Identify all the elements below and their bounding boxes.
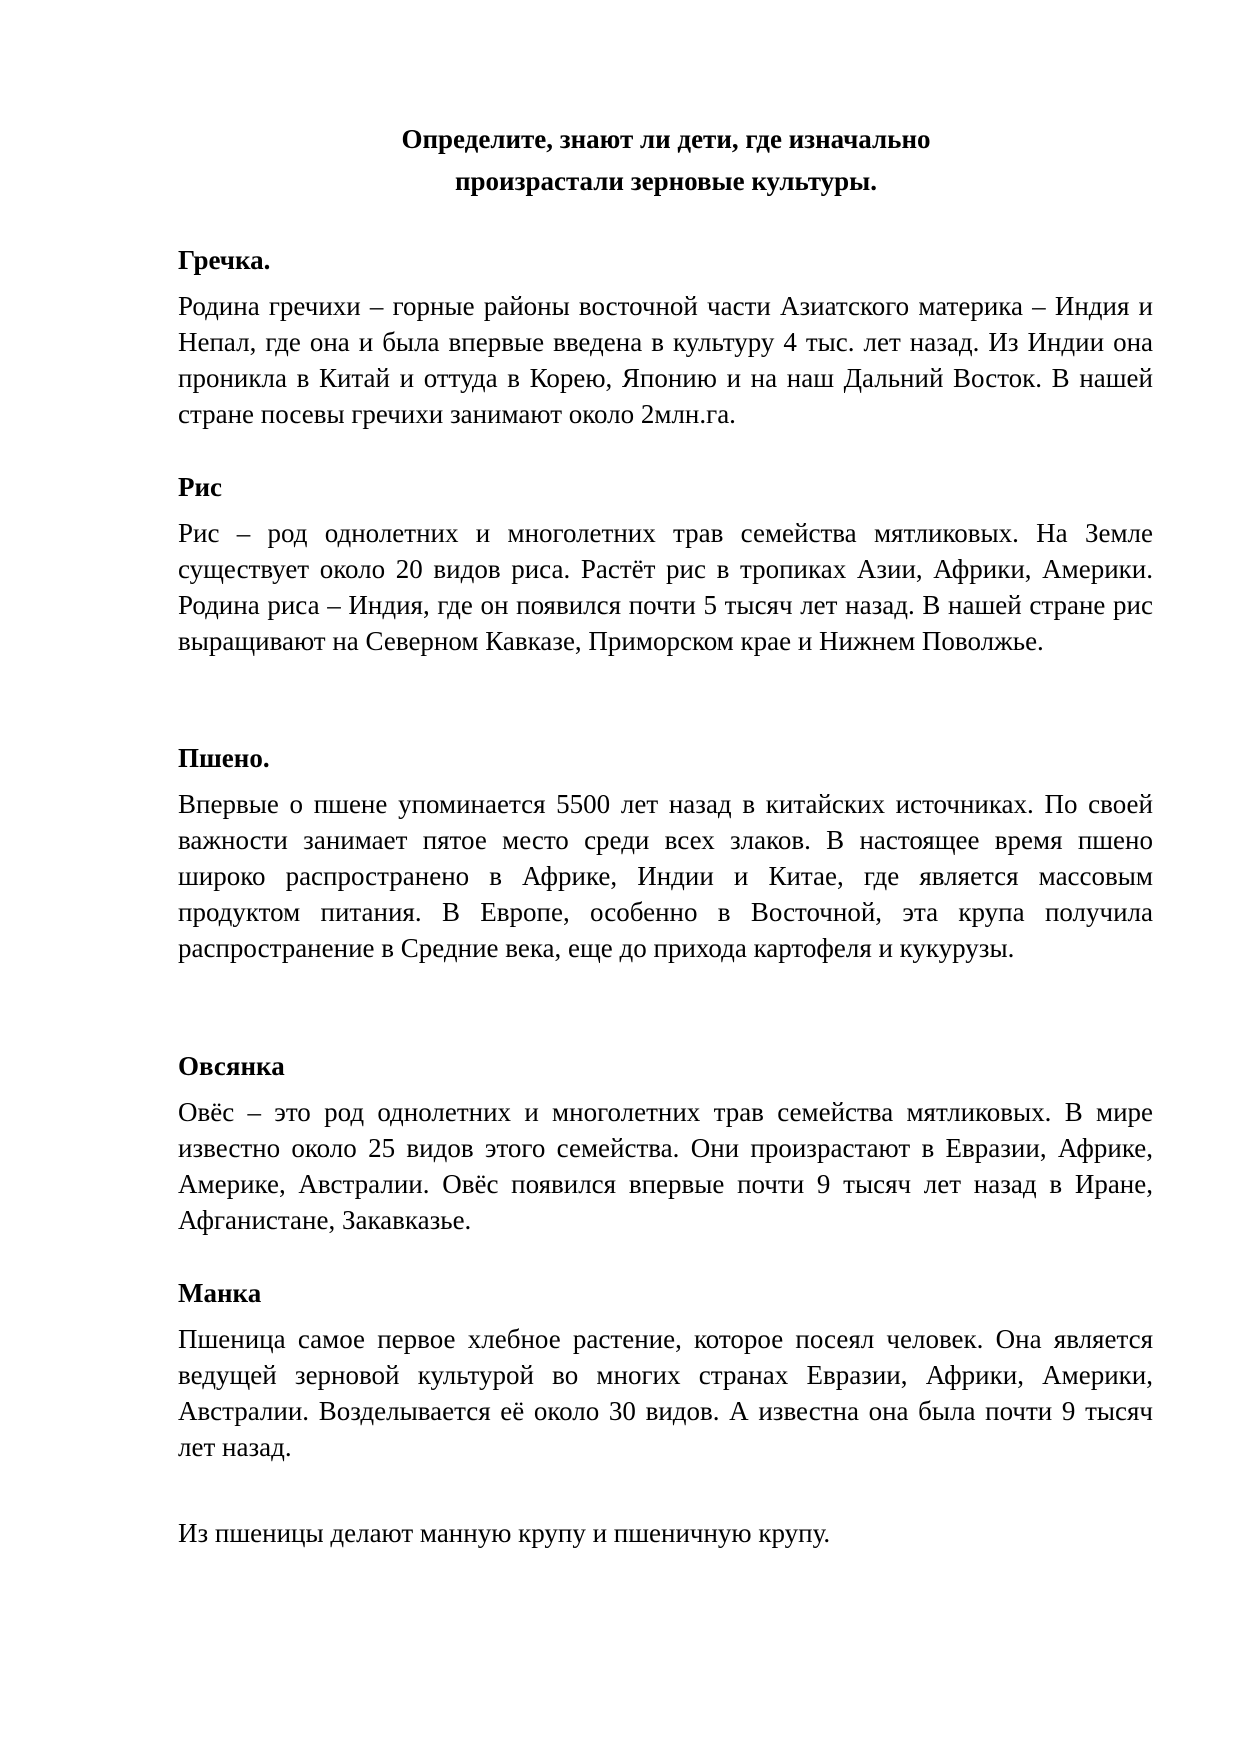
section-paragraph: Родина гречихи – горные районы восточной части Азиатского материка – Индия и Непал, где она и была впервые введена в культуру 4 тыс. лет назад. Из Индии она проникла в Китай и оттуда в Корею, Японию и на наш Дальний Восток. В нашей стране посевы гречихи занимают около 2млн.га. xyxy=(178,291,1153,429)
section-millet xyxy=(178,740,1153,966)
section-buckwheat xyxy=(178,242,1153,432)
section-heading: Овсянка xyxy=(178,1051,285,1081)
section-paragraph: Овёс – это род однолетних и многолетних трав семейства мятликовых. В мире известно около 25 видов этого семейства. Они произрастают в Евразии, Африке, Америке, Австралии. Овёс появился впервые почти 9 тысяч лет назад в Иране, Афганистане, Закавказье. xyxy=(178,1097,1153,1235)
section-semolina xyxy=(178,1275,1153,1465)
section-oats xyxy=(178,1048,1153,1238)
closing-paragraph: Из пшеницы делают манную крупу и пшеничную крупу. xyxy=(178,1518,831,1548)
section-paragraph: Впервые о пшене упоминается 5500 лет назад в китайских источниках. По своей важности занимает пятое место среди всех злаков. В настоящее время пшено широко распространено в Африке, Индии и Китае, где является массовым продуктом питания. В Европе, особенно в Восточной, эта крупа получила распространение в Средние века, еще до прихода картофеля и кукурузы. xyxy=(178,789,1153,963)
section-heading: Рис xyxy=(178,472,223,502)
section-heading: Манка xyxy=(178,1278,262,1308)
section-rice xyxy=(178,469,1153,659)
section-paragraph: Пшеница самое первое хлебное растение, которое посеял человек. Она является ведущей зерновой культурой во многих странах Евразии, Африки, Америки, Австралии. Возделывается её около 30 видов. А известна она была почти 9 тысяч лет назад. xyxy=(178,1324,1153,1462)
title-line-2: произрастали зерновые культуры. xyxy=(454,166,878,196)
title-line-1: Определите, знают ли дети, где изначально xyxy=(401,124,931,154)
section-paragraph: Рис – род однолетних и многолетних трав семейства мятликовых. На Земле существует около 20 видов риса. Растёт рис в тропиках Азии, Африки, Америки. Родина риса – Индия, где он появился почти 5 тысяч лет назад. В нашей стране рис выращивают на Северном Кавказе, Приморском крае и Нижнем Поволжье. xyxy=(178,518,1153,656)
page-title xyxy=(178,118,1154,202)
section-heading: Гречка. xyxy=(178,245,271,275)
section-heading: Пшено. xyxy=(178,743,270,773)
